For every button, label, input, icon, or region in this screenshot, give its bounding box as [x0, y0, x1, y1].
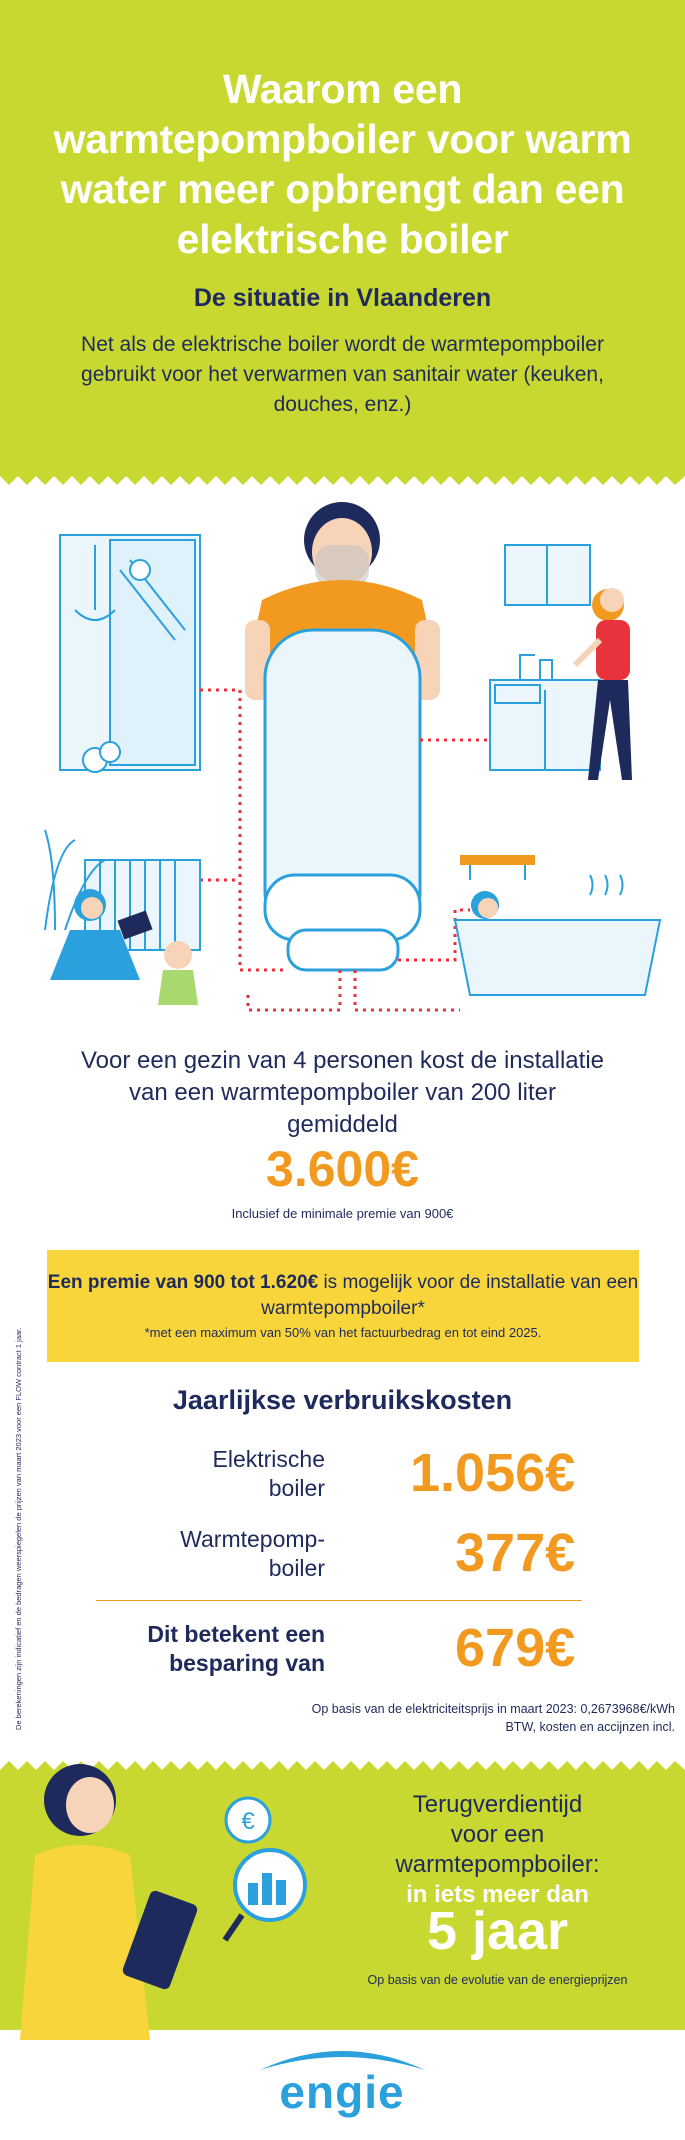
payback-text: [330, 1790, 665, 1910]
premie-text: [47, 1270, 639, 1322]
euro-symbol: €: [241, 1808, 255, 1835]
premie-footnote: *met een maximum van 50% van het factuurbedrag en tot eind 2025.: [144, 1325, 542, 1340]
region-subtitle: De situatie in Vlaanderen: [193, 284, 492, 312]
electric-boiler-cost: 1.056€: [410, 1443, 576, 1503]
shower-icon: [60, 535, 200, 772]
payback-note: Op basis van de evolutie van de energieprijzen: [367, 1973, 628, 1987]
cost-divider: [96, 1600, 582, 1601]
savings-value: 679€: [455, 1618, 576, 1678]
payback-years: 5 jaar: [426, 1901, 569, 1961]
installation-cost-text: Voor een gezin van 4 personen kost de installatie van een warmtepompboiler van 200 liter gemiddeld: [80, 1047, 605, 1138]
price-basis-note: [200, 1700, 675, 1736]
heatpump-boiler-label-line2: boiler: [268, 1555, 325, 1581]
annual-costs-title: Jaarlijkse verbruikskosten: [172, 1385, 513, 1415]
installation-price-note: Inclusief de minimale premie van 900€: [231, 1206, 454, 1221]
heatpump-boiler-cost: 377€: [455, 1523, 576, 1583]
savings-label: [100, 1620, 325, 1678]
premie-box: [47, 1250, 639, 1362]
payback-line2: voor een: [450, 1821, 545, 1848]
intro-text: Net als de elektrische boiler wordt de warmtepompboiler gebruikt voor het verwarmen van sanitair water (keuken, douches, enz.): [81, 333, 604, 416]
hero-section: [0, 0, 685, 476]
woman-tablet-illustration: [20, 1745, 320, 2040]
premie-rest: is mogelijk voor de installatie van een warmtepompboiler*: [261, 1272, 639, 1319]
engie-logo: [240, 2040, 445, 2120]
magnifier-chart-icon: [225, 1850, 305, 1940]
engie-logo-text: engie: [279, 2066, 405, 2118]
savings-label-line1: Dit betekent een: [147, 1621, 325, 1647]
savings-label-line2: besparing van: [169, 1650, 325, 1676]
household-illustration: [0, 490, 685, 1030]
electric-boiler-label-line1: Elektrische: [212, 1446, 325, 1472]
electric-boiler-label: [120, 1445, 325, 1503]
electric-boiler-label-line2: boiler: [268, 1475, 325, 1501]
zigzag-edge: [0, 467, 685, 485]
bathtub-icon: [455, 855, 660, 995]
side-disclaimer-text: De berekeningen zijn indicatief en de bedragen weerspiegelen de prijzen van maart 2023 voor een FLOW contract 1 jaar.: [14, 1327, 23, 1730]
side-disclaimer: [14, 1280, 28, 1730]
heatpump-boiler-label-line1: Warmtepomp-: [180, 1526, 325, 1552]
premie-bold: Een premie van 900 tot 1.620€: [47, 1272, 319, 1293]
installation-price: 3.600€: [266, 1141, 419, 1197]
heatpump-boiler-label: [120, 1525, 325, 1583]
price-basis-line1: Op basis van de elektriciteitsprijs in maart 2023: 0,2673968€/kWh: [311, 1702, 675, 1716]
woman-tablet-icon: [20, 1764, 199, 2040]
water-heater-icon: [245, 502, 440, 970]
page-title: Waarom een warmtepompboiler voor warm water meer opbrengt dan een elektrische boiler: [53, 66, 632, 262]
payback-line3: warmtepompboiler:: [395, 1851, 600, 1878]
payback-line1: Terugverdientijd: [412, 1791, 583, 1818]
euro-icon: [226, 1798, 270, 1842]
payback-line4: in iets meer dan: [406, 1881, 589, 1908]
price-basis-line2: BTW, kosten en accijnzen incl.: [505, 1720, 675, 1734]
